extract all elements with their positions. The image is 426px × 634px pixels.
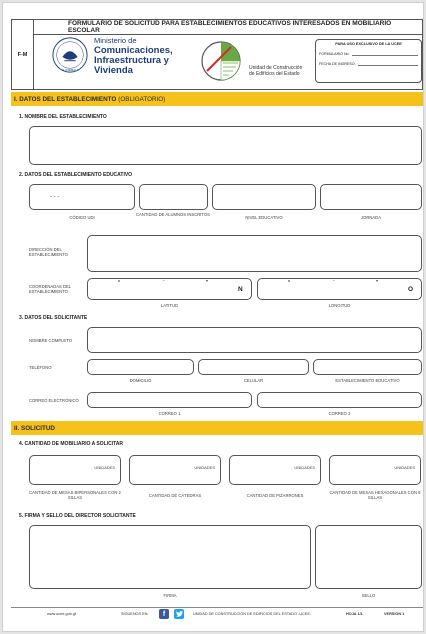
email-2-field[interactable] — [257, 392, 422, 408]
mobile-phone-label: CELULAR — [243, 378, 264, 383]
bipersonal-desks-unit: UNIDADES — [94, 465, 115, 470]
form-title: FORMULARIO DE SOLICITUD PARA ESTABLECIMIENTOS EDUCATIVOS INTERESADOS EN MOBILIARIO ESCOLAR — [34, 20, 422, 35]
footer-follow-label: SÍGUENOS EN: — [121, 612, 149, 616]
office-use-box — [315, 39, 422, 83]
seal-caption: GUATEMALA — [61, 68, 79, 73]
address-field[interactable] — [87, 235, 422, 272]
section-request-bar — [11, 421, 423, 435]
latitude-degree-mark: ° — [118, 280, 120, 286]
establishment-name-field[interactable] — [29, 126, 422, 165]
blackboards-label: CANTIDAD DE PIZARRONES — [246, 493, 304, 498]
footer-divider — [11, 607, 423, 608]
question-4-label: 4. CANTIDAD DE MOBILIARIO A SOLICITAR — [19, 441, 123, 447]
home-phone-field[interactable] — [87, 359, 194, 375]
coordinates-label: COORDENADAS DEL ESTABLECIMIENTO — [29, 284, 71, 294]
section-establishment-note: (OBLIGATORIO) — [118, 95, 166, 103]
teacher-desks-unit: UNIDADES — [194, 465, 215, 470]
udi-code-placeholder: - - - — [50, 194, 60, 200]
ucee-logo-icon — [199, 39, 243, 83]
udi-code-field[interactable] — [29, 184, 135, 210]
form-number-field[interactable] — [352, 52, 418, 56]
question-2-label: 2. DATOS DEL ESTABLECIMIENTO EDUCATIVO — [19, 172, 133, 178]
unit-name: Unidad de Construcción de Edificios del Estado — [249, 65, 303, 77]
form-page — [2, 2, 424, 632]
education-level-field[interactable] — [212, 184, 316, 210]
signature-field[interactable] — [29, 525, 311, 589]
school-phone-field[interactable] — [313, 359, 422, 375]
section-establishment-title: I. DATOS DEL ESTABLECIMIENTO — [14, 95, 117, 103]
latitude-north-mark: N — [238, 286, 243, 293]
email-label: CORREO ELECTRÓNICO — [29, 398, 79, 403]
bipersonal-desks-field[interactable] — [29, 455, 121, 485]
latitude-second-mark: " — [206, 280, 209, 286]
blackboards-unit: UNIDADES — [294, 465, 315, 470]
school-phone-label: ESTABLECIMIENTO EDUCATIVO — [335, 378, 400, 383]
ministry-name: Comunicaciones, Infraestructura y Vivienda — [94, 45, 173, 76]
section-establishment-bar — [11, 92, 423, 106]
schedule-label: JORNADA — [360, 215, 381, 220]
email-2-label: CORREO 2 — [328, 411, 351, 416]
question-3-label: 3. DATOS DEL SOLICITANTE — [19, 315, 88, 321]
email-1-label: CORREO 1 — [158, 411, 181, 416]
hexagonal-tables-label: CANTIDAD DE MESAS HEXAGONALES CON 6 SILLAS — [329, 490, 421, 500]
udi-code-label: CÓDIGO UDI — [69, 215, 95, 220]
home-phone-label: DOMICILIO — [129, 378, 152, 383]
blackboards-field[interactable] — [229, 455, 321, 485]
twitter-icon[interactable] — [174, 609, 184, 619]
signature-label: FIRMA — [163, 593, 177, 598]
longitude-field[interactable] — [257, 278, 422, 300]
footer-sheet: HOJA 1/1 — [346, 612, 363, 616]
education-level-label: NIVEL EDUCATIVO — [245, 215, 283, 220]
full-name-label: NOMBRE COMPLETO — [29, 338, 72, 343]
teacher-desks-field[interactable] — [129, 455, 221, 485]
form-code: F-M — [12, 20, 34, 89]
students-enrolled-label: CANTIDAD DE ALUMNOS INSCRITOS — [136, 212, 210, 217]
email-1-field[interactable] — [87, 392, 252, 408]
question-1-label: 1. NOMBRE DEL ESTABLECIMIENTO — [19, 114, 107, 120]
hexagonal-tables-field[interactable] — [329, 455, 421, 485]
longitude-degree-mark: ° — [288, 280, 290, 286]
entry-date-field[interactable] — [358, 62, 418, 66]
section-request-title: II. SOLICITUD — [14, 424, 55, 432]
address-label: DIRECCIÓN DEL ESTABLECIMIENTO — [29, 247, 68, 257]
question-5-label: 5. FIRMA Y SELLO DEL DIRECTOR SOLICITANTE — [19, 513, 136, 519]
ministry-prefix: Ministerio de — [94, 36, 137, 45]
hexagonal-tables-unit: UNIDADES — [394, 465, 415, 470]
latitude-label: LATITUD — [160, 303, 179, 308]
guatemala-seal-icon — [51, 36, 89, 74]
schedule-field[interactable] — [320, 184, 422, 210]
longitude-second-mark: " — [376, 280, 379, 286]
longitude-west-mark: O — [408, 286, 414, 293]
footer-unit-name: UNIDAD DE CONSTRUCCIÓN DE EDIFICIOS DEL ESTADO -UCEE- — [193, 612, 312, 616]
footer-version: VERSIÓN 1 — [384, 612, 405, 616]
mobile-phone-field[interactable] — [198, 359, 309, 375]
latitude-field[interactable] — [87, 278, 252, 300]
latitude-minute-mark: ´ — [163, 280, 165, 286]
entry-date-label: FECHA DE INGRESO: — [319, 62, 356, 66]
stamp-label: SELLO — [361, 593, 376, 598]
bipersonal-desks-label: CANTIDAD DE MESAS BIPERSONALES CON 2 SILLAS — [29, 490, 121, 500]
students-enrolled-field[interactable] — [139, 184, 208, 210]
office-use-title: PARA USO EXCLUSIVO DE LA UCEE — [335, 42, 402, 46]
longitude-label: LONGITUD — [328, 303, 351, 308]
phone-label: TELÉFONO — [29, 365, 52, 370]
form-number-label: FORMULARIO No. — [319, 52, 350, 56]
stamp-field[interactable] — [315, 525, 422, 589]
full-name-field[interactable] — [87, 327, 422, 353]
facebook-icon[interactable]: f — [159, 609, 169, 619]
teacher-desks-label: CANTIDAD DE CÁTEDRAS — [148, 493, 202, 498]
longitude-minute-mark: ´ — [333, 280, 335, 286]
footer-website[interactable]: www.ucee.gob.gt — [47, 612, 76, 616]
